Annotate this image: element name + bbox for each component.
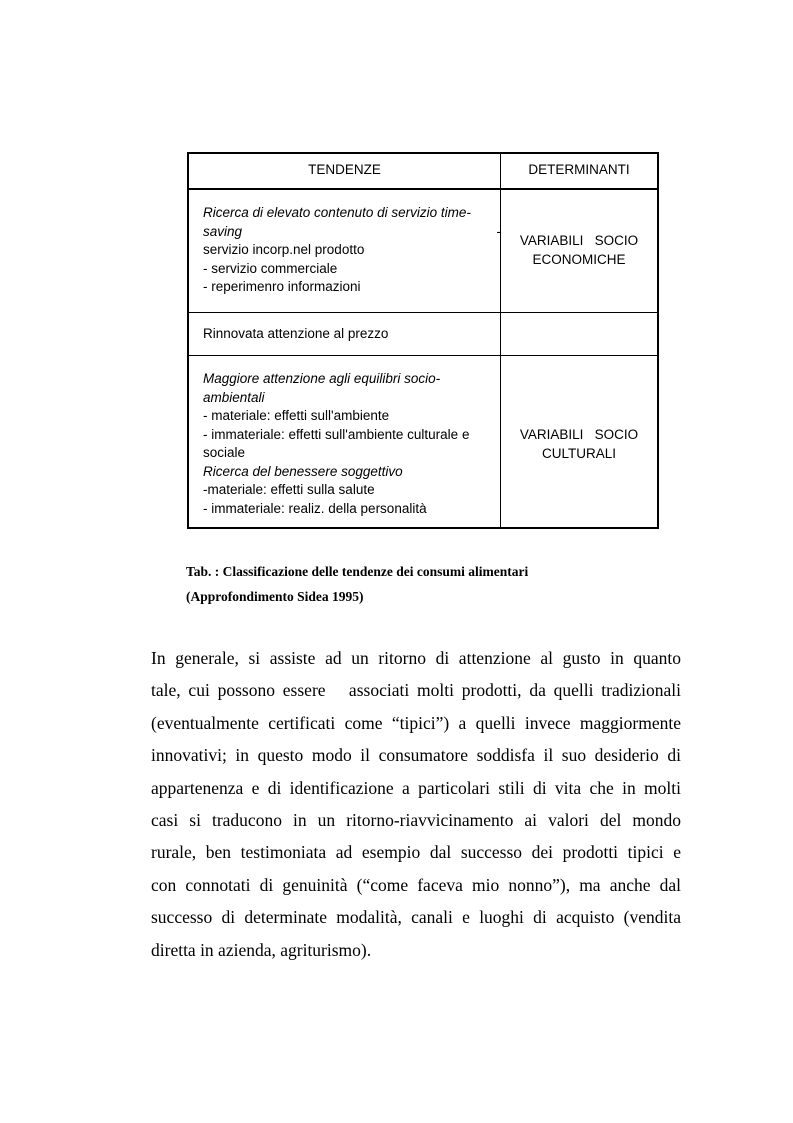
trend-dash: - xyxy=(496,223,501,239)
row-3-determinant: VARIABILI SOCIO CULTURALI xyxy=(519,427,639,461)
trend-line: Rinnovata attenzione al prezzo xyxy=(203,326,389,341)
table-caption: Tab. : Classificazione delle tendenze dei consumi alimentari xyxy=(186,564,529,579)
paragraph-line: casi si traducono in un ritorno-riavvicinamento ai valori del mondo xyxy=(151,809,681,830)
trend-line: - immateriale: effetti sull'ambiente culturale e xyxy=(203,426,470,442)
trend-line: servizio incorp.nel prodotto xyxy=(203,242,365,257)
body-paragraph xyxy=(151,642,681,966)
row-divider-2 xyxy=(189,355,657,356)
header-tendenze: TENDENZE xyxy=(308,162,381,177)
header-determinanti: DETERMINANTI xyxy=(528,162,630,177)
paragraph-line: innovativi; in questo modo il consumatore soddisfa il suo desiderio di xyxy=(151,745,681,766)
row-1-trends xyxy=(203,204,501,297)
trend-line: ambientali xyxy=(203,389,265,405)
table-source: (Approfondimento Sidea 1995) xyxy=(186,589,364,604)
paragraph-line: appartenenza e di identificazione a particolari stili di vita che in molti xyxy=(151,777,681,798)
trend-line: - materiale: effetti sull'ambiente xyxy=(203,408,390,423)
paragraph-line: tale, cui possono essere associati molti prodotti, da quelli tradizionali xyxy=(151,680,681,701)
trends-table xyxy=(187,152,659,529)
trend-line: -materiale: effetti sulla salute xyxy=(203,482,375,497)
row-3-trends xyxy=(203,370,495,518)
trend-line: Ricerca del benessere soggettivo xyxy=(203,463,403,479)
trend-line: - reperimenro informazioni xyxy=(203,279,361,294)
row-1-determinant: VARIABILI SOCIO ECONOMICHE xyxy=(519,233,639,267)
paragraph-line: diretta in azienda, agriturismo). xyxy=(151,939,372,960)
row-divider-1 xyxy=(189,312,657,313)
trend-line: Maggiore attenzione agli equilibri socio- xyxy=(203,371,441,386)
trend-line: saving - xyxy=(203,223,493,242)
paragraph-line: rurale, ben testimoniata ad esempio dal successo dei prodotti tipici e xyxy=(151,842,681,863)
trend-line: - servizio commerciale xyxy=(203,260,338,276)
paragraph-line: (eventualmente certificati come “tipici”) a quelli invece maggiormente xyxy=(151,712,681,733)
trend-line: sociale xyxy=(203,445,246,460)
trend-line: - immateriale: realiz. della personalità xyxy=(203,500,427,516)
paragraph-line: con connotati di genuinità (“come faceva mio nonno”), ma anche dal xyxy=(151,874,681,895)
row-2-trends xyxy=(203,325,493,344)
paragraph-line: successo di determinate modalità, canali e luoghi di acquisto (vendita xyxy=(151,907,681,928)
trend-line: Ricerca di elevato contenuto di servizio time- xyxy=(203,205,471,220)
column-divider xyxy=(500,154,501,527)
paragraph-line: In generale, si assiste ad un ritorno di attenzione al gusto in quanto xyxy=(151,648,681,668)
header-divider xyxy=(189,188,657,190)
